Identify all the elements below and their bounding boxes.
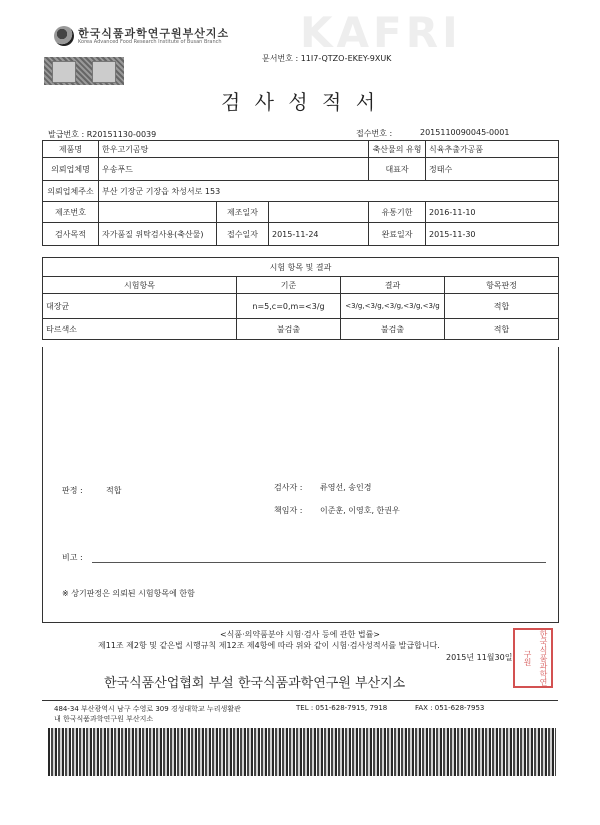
header-test-item: 시험항목 [43,277,237,294]
inspector-value: 류영선, 송인경 [320,483,372,492]
purpose-value: 자가품질 위탁검사용(축산물) [99,223,217,246]
result-cell-result: 불검출 [341,319,445,340]
remark: ※ 상기판정은 의뢰된 시험항목에 한함 [62,589,195,598]
official-seal: 한국식품과학연구원 [513,628,553,688]
issue-number: 발급번호 : R20151130-0039 [48,130,157,139]
mfg-number-label: 제조번호 [43,202,99,223]
address-label: 의뢰업체주소 [43,181,99,202]
background-watermark: KAFRI [300,8,462,57]
responsible-label: 책임자 : [274,506,303,515]
note-label: 비고 : [62,553,83,562]
mfg-number-value [99,202,217,223]
judgement-label: 판정 : [62,486,83,495]
results-table [42,257,559,340]
fax: FAX : 051-628-7953 [415,704,485,712]
result-cell-standard: 불검출 [237,319,341,340]
note-line [92,562,546,563]
done-date-value: 2015-11-30 [426,223,559,246]
inspector-label: 검사자 : [274,483,303,492]
product-label: 제품명 [43,141,99,158]
address-value: 부산 기장군 기장읍 차성서로 153 [99,181,559,202]
result-cell-standard: n=5,c=0,m=<3/g [237,294,341,319]
org-name-en: Korea Advanced Food Research Institute of Busan Branch [78,39,222,45]
receipt-date-label: 접수일자 [217,223,269,246]
product-value: 한우고기곰탕 [99,141,369,158]
mfg-date-label: 제조일자 [217,202,269,223]
org-name: 한국식품과학연구원부산지소 [78,27,230,40]
purpose-label: 검사목적 [43,223,99,246]
done-date-label: 완료일자 [369,223,426,246]
expiry-label: 유통기한 [369,202,426,223]
law-line-1: <식품·의약품분야 시험·검사 등에 관한 법률> [219,630,381,639]
receipt-number: 2015110090045-0001 [420,128,510,137]
livestock-type-label: 축산물의 유형 [369,141,426,158]
page-title: 검 사 성 적 서 [220,90,380,114]
table-row [43,319,559,340]
tel: TEL : 051-628-7915, 7918 [296,704,388,712]
client-value: 우송푸드 [99,158,369,181]
header-standard: 기준 [237,277,341,294]
result-cell-item: 타르색소 [43,319,237,340]
result-cell-item: 대장균 [43,294,237,319]
expiry-value: 2016-11-10 [426,202,559,223]
address-line-2: 내 한국식품과학연구원 부산지소 [54,715,154,723]
issue-date: 2015년 11월30일 [446,653,513,662]
result-cell-judgement: 적합 [445,294,559,319]
result-cell-result: <3/g,<3/g,<3/g,<3/g,<3/g [341,294,445,319]
receipt-label: 접수번호 : [356,129,393,138]
responsible-value: 이준훈, 이영호, 한권우 [320,506,400,515]
security-pattern [44,57,124,85]
header-result: 결과 [341,277,445,294]
client-label: 의뢰업체명 [43,158,99,181]
address-line-1: 484-34 부산광역시 남구 수영로 309 경성대학교 누리생활관 [54,705,241,713]
footer-divider [42,700,558,701]
mfg-date-value [269,202,369,223]
barcode-pattern [48,728,556,776]
result-cell-judgement: 적합 [445,319,559,340]
logo-icon [54,26,74,46]
ceo-value: 정태수 [426,158,559,181]
livestock-type-value: 식육추출가공품 [426,141,559,158]
info-table [42,140,559,246]
issuer-name: 한국식품산업협회 부설 한국식품과학연구원 부산지소 [104,676,406,691]
receipt-date-value: 2015-11-24 [269,223,369,246]
header-judgement: 항목판정 [445,277,559,294]
ceo-label: 대표자 [369,158,426,181]
results-section-title: 시험 항목 및 결과 [43,258,559,277]
table-row [43,294,559,319]
document-number: 문서번호 : 11I7-QTZO-EKEY-9XUK [262,54,392,63]
law-line-2: 제11조 제2항 및 같은법 시행규칙 제12조 제4항에 따라 위와 같이 시험·검사성적서를 발급합니다. [98,641,440,650]
judgement-value: 적합 [106,486,122,495]
